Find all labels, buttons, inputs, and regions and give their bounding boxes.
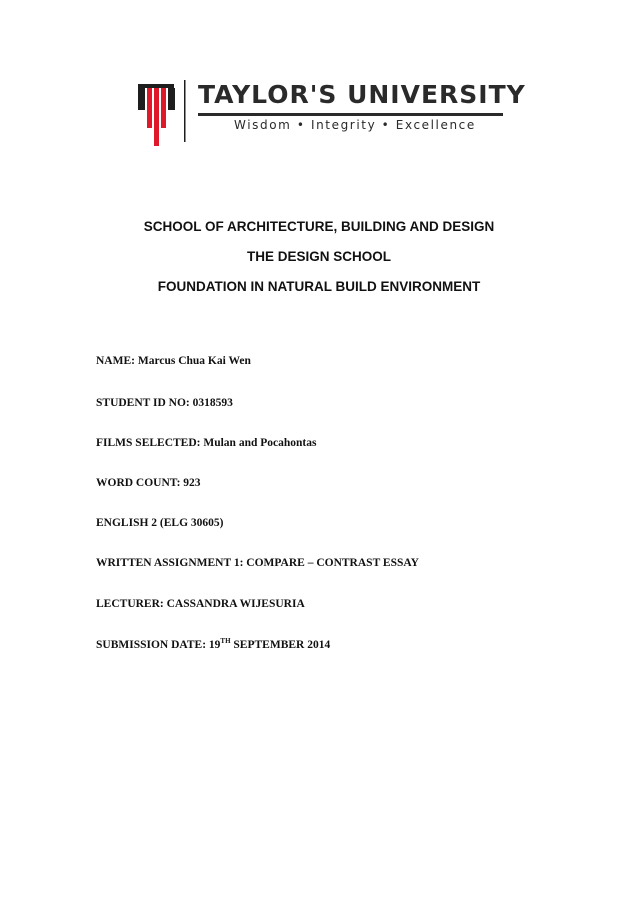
sub-school-heading: THE DESIGN SCHOOL bbox=[246, 249, 391, 264]
university-motto: Wisdom • Integrity • Excellence bbox=[234, 118, 476, 132]
school-heading: SCHOOL OF ARCHITECTURE, BUILDING AND DESIGN bbox=[143, 219, 495, 234]
word-count: WORD COUNT: 923 bbox=[96, 477, 201, 489]
films-selected: FILMS SELECTED: Mulan and Pocahontas bbox=[96, 437, 317, 449]
lecturer: LECTURER: CASSANDRA WIJESURIA bbox=[96, 598, 305, 610]
programme-heading: FOUNDATION IN NATURAL BUILD ENVIRONMENT bbox=[157, 279, 481, 294]
logo-rule bbox=[198, 113, 503, 116]
submission-date-suffix-ordinal: TH bbox=[220, 637, 231, 645]
university-name: TAYLOR'S UNIVERSITY bbox=[198, 80, 526, 109]
university-logo bbox=[136, 78, 526, 148]
submission-date-rest: SEPTEMBER 2014 bbox=[230, 639, 331, 651]
student-id: STUDENT ID NO: 0318593 bbox=[96, 397, 233, 409]
student-name: NAME: Marcus Chua Kai Wen bbox=[96, 355, 251, 367]
submission-date bbox=[96, 637, 330, 651]
course-code: ENGLISH 2 (ELG 30605) bbox=[96, 517, 224, 529]
assignment-title: WRITTEN ASSIGNMENT 1: COMPARE – CONTRAST ESSAY bbox=[96, 557, 419, 569]
submission-date-prefix: SUBMISSION DATE: 19 bbox=[96, 639, 221, 651]
taylors-crest-icon bbox=[136, 78, 192, 148]
